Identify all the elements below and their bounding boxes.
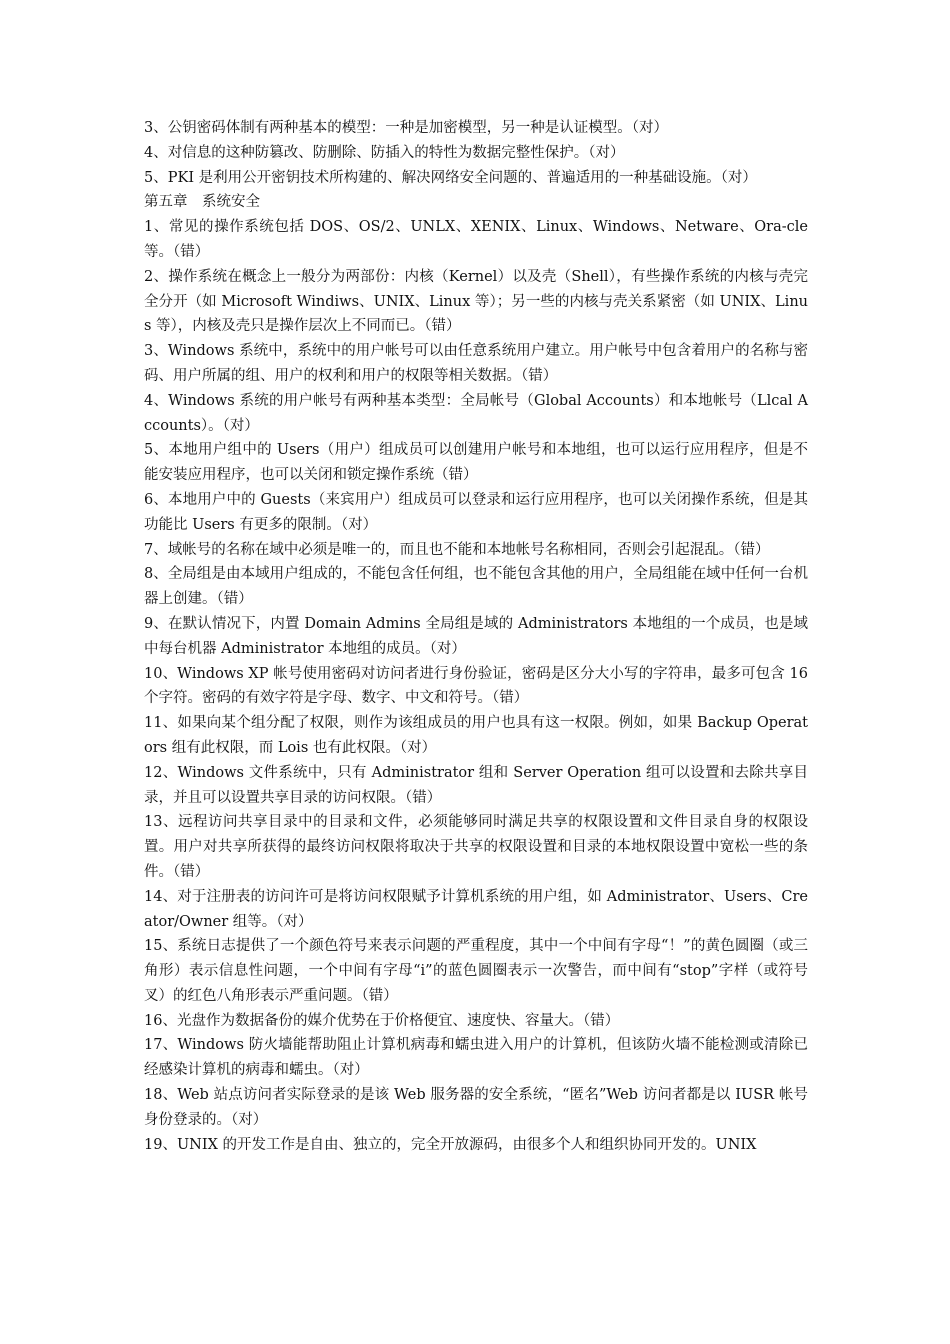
question-1: 1、常见的操作系统包括 DOS、OS/2、UNLX、XENIX、Linux、Windows、Netware、Ora-cle 等。（错） [144, 219, 808, 260]
question-13: 13、远程访问共享目录中的目录和文件，必须能够同时满足共享的权限设置和文件目录自身的权限设置。用户对共享所获得的最终访问权限将取决于共享的权限设置和目录的本地权限设置中宽松一些的条件。（错） [144, 814, 808, 880]
question-3: 3、Windows 系统中，系统中的用户帐号可以由任意系统用户建立。用户帐号中包含着用户的名称与密码、用户所属的组、用户的权利和用户的权限等相关数据。（错） [144, 343, 808, 384]
question-19: 19、UNIX 的开发工作是自由、独立的，完全开放源码，由很多个人和组织协同开发的。UNIX [144, 1136, 757, 1153]
question-10: 10、Windows XP 帐号使用密码对访问者进行身份验证，密码是区分大小写的字符串，最多可包含 16 个字符。密码的有效字符是字母、数字、中文和符号。（错） [144, 665, 808, 707]
question-7: 7、域帐号的名称在域中必须是唯一的，而且也不能和本地帐号名称相同，否则会引起混乱。（错） [144, 541, 770, 558]
question-14: 14、对于注册表的访问许可是将访问权限赋予计算机系统的用户组，如 Administrator、Users、Creator/Owner 组等。（对） [144, 888, 808, 930]
question-12: 12、Windows 文件系统中，只有 Administrator 组和 Server Operation 组可以设置和去除共享目录，并且可以设置共享目录的访问权限。（错） [144, 764, 808, 806]
question-6: 6、本地用户中的 Guests（来宾用户）组成员可以登录和运行应用程序，也可以关闭操作系统，但是其功能比 Users 有更多的限制。（对） [144, 491, 808, 533]
document-page [144, 116, 808, 1157]
paragraph-item-4: 4、对信息的这种防篡改、防删除、防插入的特性为数据完整性保护。（对） [144, 144, 625, 161]
question-18: 18、Web 站点访问者实际登录的是该 Web 服务器的安全系统，“匿名”Web 访问者都是以 IUSR 帐号身份登录的。（对） [144, 1087, 808, 1128]
question-9: 9、在默认情况下，内置 Domain Admins 全局组是域的 Administrators 本地组的一个成员，也是域中每台机器 Administrator 本地组的成员。（对） [144, 615, 808, 657]
paragraph-item-5: 5、PKI 是利用公开密钥技术所构建的、解决网络安全问题的、普遍适用的一种基础设施。（对） [144, 169, 757, 186]
question-17: 17、Windows 防火墙能帮助阻止计算机病毒和蠕虫进入用户的计算机，但该防火墙不能检测或清除已经感染计算机的病毒和蠕虫。（对） [144, 1037, 808, 1079]
question-11: 11、如果向某个组分配了权限，则作为该组成员的用户也具有这一权限。例如，如果 Backup Operators 组有此权限，而 Lois 也有此权限。（对） [144, 715, 808, 756]
chapter-heading: 第五章 系统安全 [144, 194, 260, 211]
question-16: 16、光盘作为数据备份的媒介优势在于价格便宜、速度快、容量大。（错） [144, 1012, 620, 1029]
question-4: 4、Windows 系统的用户帐号有两种基本类型：全局帐号（Global Accounts）和本地帐号（Llcal Accounts）。（对） [144, 392, 808, 434]
paragraph-item-3: 3、公钥密码体制有两种基本的模型：一种是加密模型，另一种是认证模型。（对） [144, 120, 668, 136]
question-5: 5、本地用户组中的 Users（用户）组成员可以创建用户帐号和本地组，也可以运行应用程序，但是不能安装应用程序，也可以关闭和锁定操作系统（错） [144, 442, 808, 484]
question-15: 15、系统日志提供了一个颜色符号来表示问题的严重程度，其中一个中间有字母“！”的黄色圆圈（或三角形）表示信息性问题，一个中间有字母“i”的蓝色圆圈表示一次警告，而中间有“stop”字样（或符号叉）的红色八角形表示严重问题。（错） [144, 938, 808, 1004]
question-8: 8、全局组是由本域用户组成的，不能包含任何组，也不能包含其他的用户，全局组能在域中任何一台机器上创建。（错） [144, 566, 808, 608]
question-2: 2、操作系统在概念上一般分为两部份：内核（Kernel）以及壳（Shell），有些操作系统的内核与壳完全分开（如 Microsoft Windiws、UNIX、Linux 等）；另一些的内核与壳关系紧密（如 UNIX、Linus 等），内核及壳只是操作层次上不同而已。（错） [144, 268, 808, 335]
